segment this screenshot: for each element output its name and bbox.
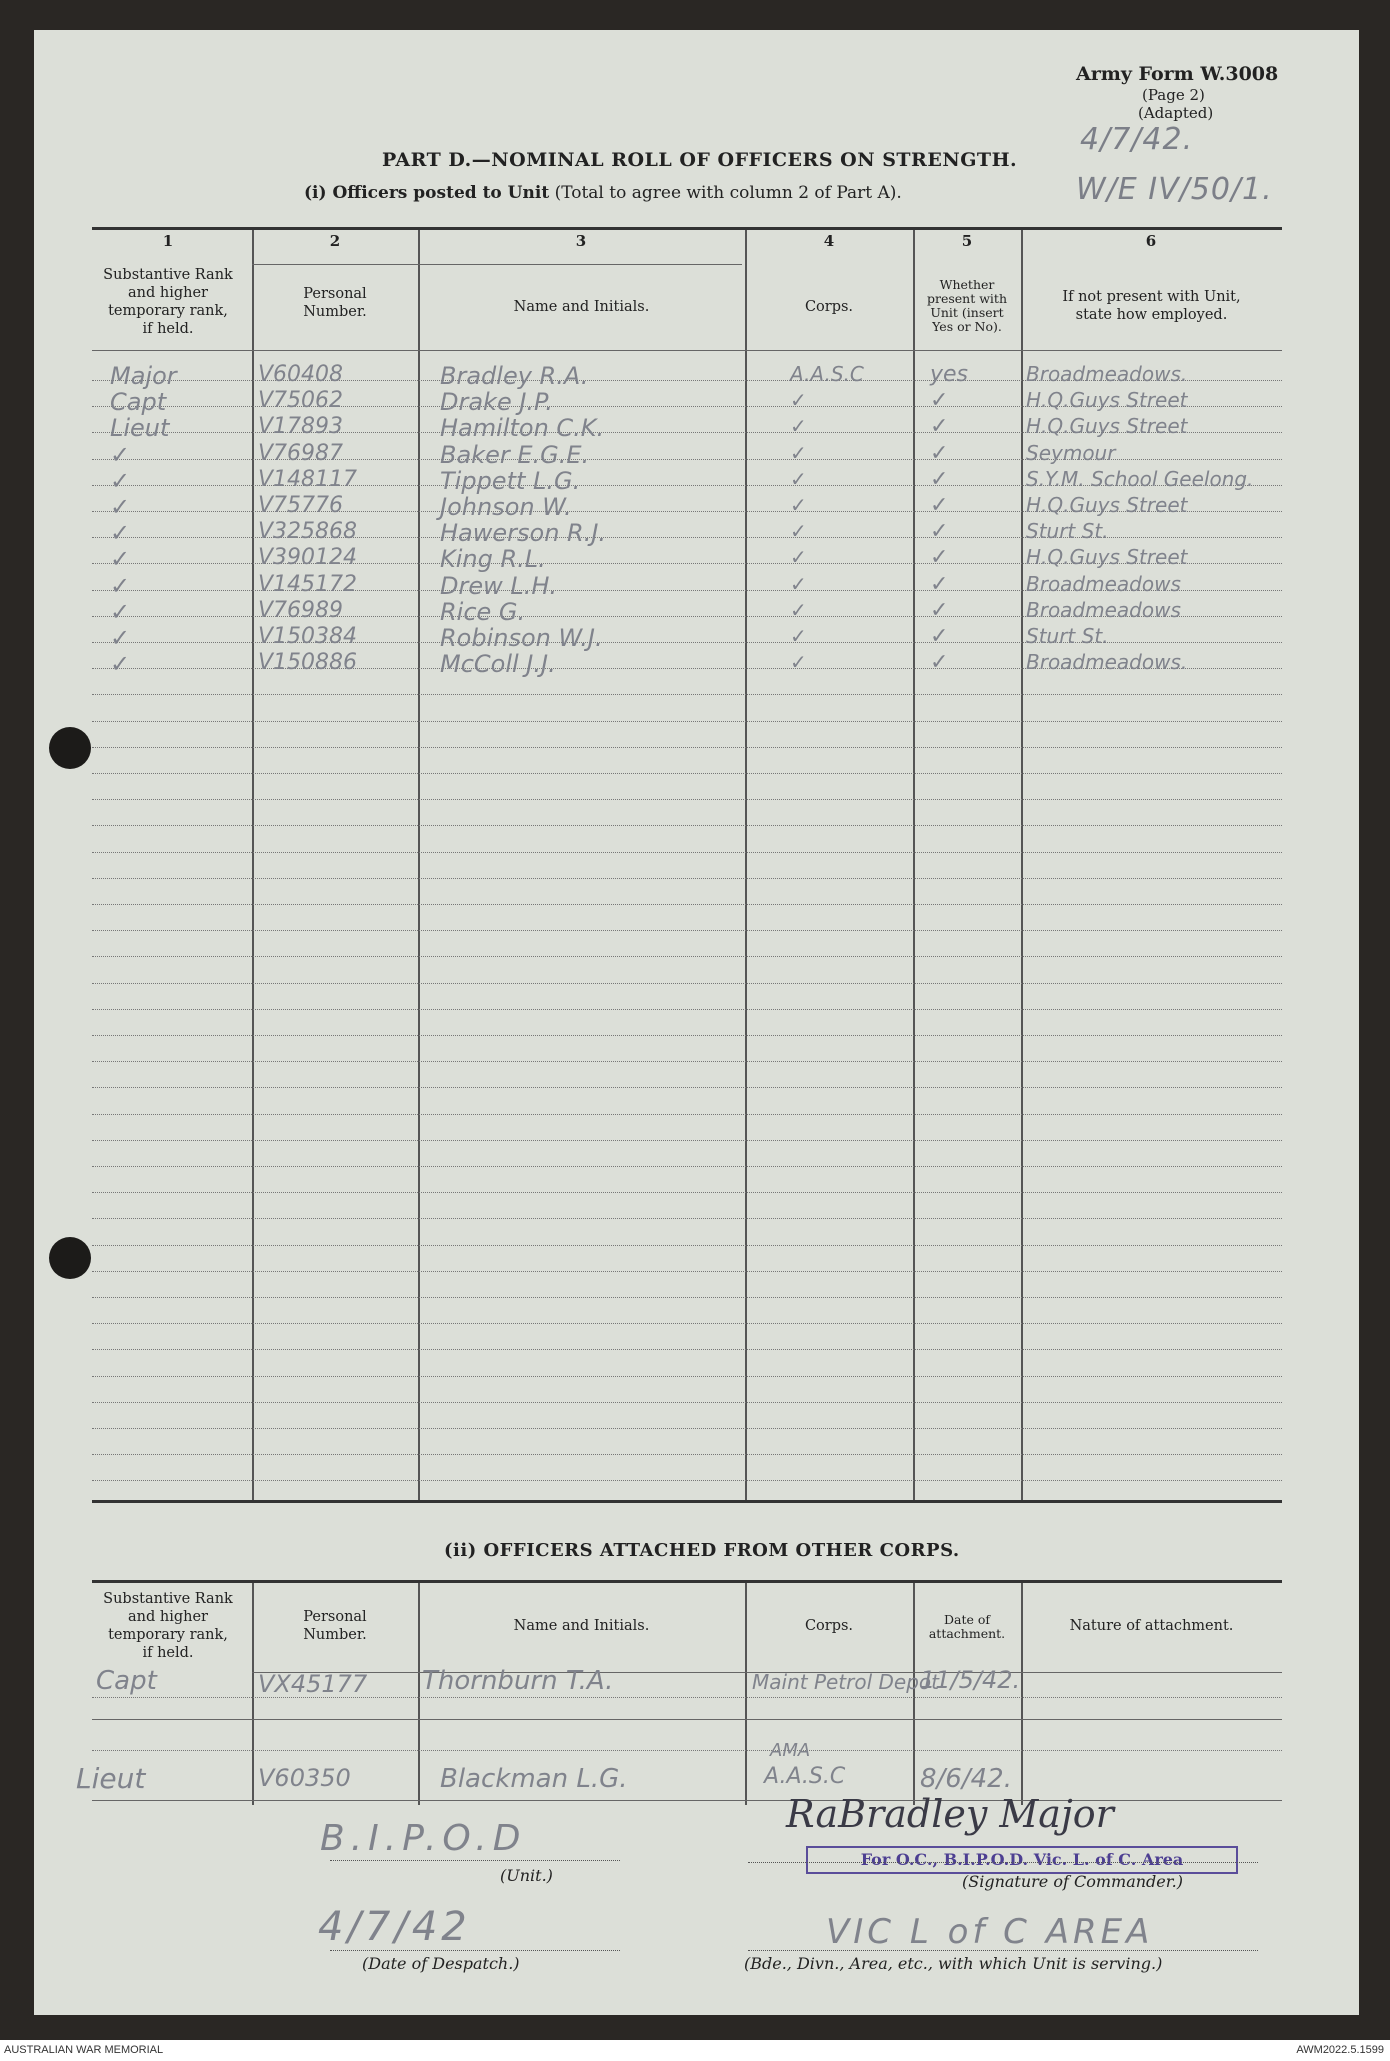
date-annotation: 4/7/42. [1080, 122, 1194, 157]
officer-rank: ✓ [110, 572, 131, 600]
officer-employment: Seymour [1026, 441, 1116, 465]
officer-number: V148117 [258, 467, 358, 492]
table-top-rule [92, 227, 1282, 230]
officer-corps: ✓ [790, 650, 807, 674]
officer-rank: Major [110, 362, 177, 390]
officer-rank: Lieut [110, 414, 170, 442]
archive-id: AWM2022.5.1599 [1296, 2044, 1384, 2056]
officer-present: ✓ [930, 467, 949, 492]
officer-corps: ✓ [790, 572, 807, 596]
table-ii-row-rule [92, 1719, 1282, 1720]
officer-name: Hawerson R.J. [440, 519, 607, 547]
officer-number: V145172 [258, 572, 358, 597]
officer-name: McColl J.J. [440, 650, 556, 678]
col-divider [913, 230, 915, 1500]
header-employment: If not present with Unit, state how employed. [1062, 289, 1241, 323]
header-ii-corps: Corps. [804, 1618, 854, 1634]
ruled-row [92, 1323, 1282, 1324]
ruled-row [92, 1218, 1282, 1219]
officer-name: Tippett L.G. [440, 467, 581, 495]
part-d-subtitle: (i) Officers posted to Unit (Total to agree with column 2 of Part A). [304, 183, 902, 203]
officer-name: Drake J.P. [440, 388, 553, 416]
col-number-1: 1 [162, 232, 174, 250]
officer-rank: Capt [110, 388, 167, 416]
officer-present: ✓ [930, 624, 949, 649]
despatch-date-value: 4/7/42 [318, 1904, 471, 1950]
archive-strip [0, 2040, 1390, 2061]
signature-caption: (Signature of Commander.) [962, 1872, 1183, 1891]
officer-employment: H.Q.Guys Street [1026, 388, 1188, 412]
col-number-5: 5 [961, 232, 973, 250]
header-ii-nature: Nature of attachment. [1069, 1618, 1234, 1634]
commander-signature: RaBradley Major [786, 1792, 1114, 1836]
officer-employment: H.Q.Guys Street [1026, 545, 1188, 569]
header-rule [92, 350, 1282, 351]
ruled-row [92, 930, 1282, 931]
ruled-row [92, 878, 1282, 879]
unit-caption: (Unit.) [500, 1866, 553, 1885]
ruled-row [92, 1402, 1282, 1403]
attached-number: VX45177 [258, 1670, 368, 1698]
form-id: Army Form W.3008 [1076, 63, 1279, 85]
officer-rank: ✓ [110, 467, 131, 495]
officer-name: Drew L.H. [440, 572, 558, 600]
table-ii-top-rule [92, 1580, 1282, 1583]
unit-rule [330, 1860, 620, 1861]
officer-rank: ✓ [110, 650, 131, 678]
attached-corps-note: AMA [770, 1740, 811, 1761]
officer-corps: ✓ [790, 414, 807, 438]
attached-date: 11/5/42. [920, 1666, 1021, 1694]
officer-employment: Broadmeadows. [1026, 650, 1188, 674]
officer-employment: Sturt St. [1026, 624, 1109, 648]
ruled-row [92, 1009, 1282, 1010]
ruled-row [92, 1376, 1282, 1377]
header-rank: Substantive Rank and higher temporary rank, if held. [103, 267, 233, 337]
ruled-row [92, 1750, 1282, 1751]
officer-corps: ✓ [790, 545, 807, 569]
col-number-4: 4 [823, 232, 835, 250]
officer-present: ✓ [930, 441, 949, 466]
ruled-row [92, 1192, 1282, 1193]
ruled-row [92, 1297, 1282, 1298]
officer-rank: ✓ [110, 493, 131, 521]
ruled-row [92, 1245, 1282, 1246]
officer-present: ✓ [930, 388, 949, 413]
officer-name: Johnson W. [440, 493, 572, 521]
officer-corps: ✓ [790, 441, 807, 465]
officer-present: ✓ [930, 519, 949, 544]
attached-number: V60350 [258, 1764, 351, 1792]
ruled-row [92, 825, 1282, 826]
header-ii-rank: Substantive Rank and higher temporary rank, if held. [103, 1591, 233, 1661]
col-divider [252, 230, 254, 1500]
officer-name: King R.L. [440, 545, 546, 573]
ruled-row [92, 1480, 1282, 1481]
unit-stamp: For O.C., B.I.P.O.D. Vic. L. of C. Area [806, 1846, 1238, 1874]
part-d-title: PART D.—NOMINAL ROLL OF OFFICERS ON STRENGTH. [382, 149, 1018, 171]
col-number-3: 3 [575, 232, 587, 250]
officer-number: V60408 [258, 362, 344, 387]
ruled-row [92, 799, 1282, 800]
attached-corps: Maint Petrol Depot [752, 1670, 940, 1694]
officer-number: V75062 [258, 388, 344, 413]
attached-date: 8/6/42. [920, 1764, 1012, 1794]
attached-rank: Capt [96, 1666, 157, 1696]
header-ii-name: Name and Initials. [513, 1618, 650, 1634]
ruled-row [92, 1061, 1282, 1062]
despatch-date-caption: (Date of Despatch.) [362, 1954, 520, 1973]
ruled-row [92, 1428, 1282, 1429]
officer-present: ✓ [930, 572, 949, 597]
ruled-row [92, 904, 1282, 905]
ruled-row [92, 721, 1282, 722]
header-name: Name and Initials. [513, 299, 650, 315]
area-rule [748, 1950, 1258, 1951]
form-adapted: (Adapted) [1138, 104, 1214, 122]
officer-employment: Broadmeadows. [1026, 362, 1188, 386]
form-page: (Page 2) [1142, 86, 1205, 104]
officer-corps: ✓ [790, 388, 807, 412]
ruled-row [92, 1035, 1282, 1036]
officer-present: ✓ [930, 650, 949, 675]
header-number: Personal Number. [303, 286, 367, 320]
officer-number: V76989 [258, 598, 344, 623]
officer-present: ✓ [930, 598, 949, 623]
ruled-row [92, 1349, 1282, 1350]
ruled-row [92, 747, 1282, 748]
area-caption: (Bde., Divn., Area, etc., with which Unit is serving.) [744, 1954, 1163, 1973]
officer-corps: ✓ [790, 493, 807, 517]
attached-corps: A.A.S.C [764, 1764, 846, 1789]
officer-number: V325868 [258, 519, 358, 544]
col-number-rule [252, 264, 742, 265]
ruled-row [92, 1114, 1282, 1115]
officer-employment: S.Y.M. School Geelong. [1026, 467, 1254, 491]
officer-number: V75776 [258, 493, 344, 518]
header-corps: Corps. [804, 299, 854, 315]
officer-present: yes [930, 362, 969, 387]
officer-employment: Sturt St. [1026, 519, 1109, 543]
header-ii-number: Personal Number. [303, 1609, 367, 1643]
officer-present: ✓ [930, 545, 949, 570]
header-ii-date: Date of attachment. [928, 1612, 1006, 1641]
punch-hole [49, 1237, 91, 1279]
officer-employment: Broadmeadows [1026, 572, 1181, 596]
officer-number: V150384 [258, 624, 358, 649]
ruled-row [92, 1087, 1282, 1088]
officer-corps: A.A.S.C [790, 362, 864, 386]
officer-name: Hamilton C.K. [440, 414, 605, 442]
ruled-row [92, 694, 1282, 695]
officer-present: ✓ [930, 414, 949, 439]
table-bottom-rule [92, 1500, 1282, 1503]
officer-number: V17893 [258, 414, 344, 439]
despatch-date-rule [330, 1950, 620, 1951]
signature-rule [748, 1862, 1258, 1863]
officer-employment: H.Q.Guys Street [1026, 493, 1188, 517]
officer-corps: ✓ [790, 624, 807, 648]
officer-name: Robinson W.J. [440, 624, 603, 652]
officer-present: ✓ [930, 493, 949, 518]
officer-employment: H.Q.Guys Street [1026, 414, 1188, 438]
officer-corps: ✓ [790, 598, 807, 622]
col-divider [1021, 230, 1023, 1500]
officer-number: V76987 [258, 441, 344, 466]
officer-rank: ✓ [110, 441, 131, 469]
ruled-row [92, 1454, 1282, 1455]
col-divider [745, 230, 747, 1500]
col-divider [418, 230, 420, 1500]
ruled-row [92, 1271, 1282, 1272]
ruled-row [92, 773, 1282, 774]
attached-name: Thornburn T.A. [422, 1666, 614, 1696]
officer-rank: ✓ [110, 519, 131, 547]
officer-corps: ✓ [790, 519, 807, 543]
attached-rank: Lieut [76, 1762, 146, 1795]
archive-credit: AUSTRALIAN WAR MEMORIAL [4, 2044, 164, 2056]
ruled-row [92, 1140, 1282, 1141]
punch-hole [49, 727, 91, 769]
officer-rank: ✓ [110, 624, 131, 652]
header-present: Whether present with Unit (insert Yes or No). [926, 277, 1007, 334]
officer-corps: ✓ [790, 467, 807, 491]
ruled-row [92, 956, 1282, 957]
officer-number: V390124 [258, 545, 358, 570]
officer-name: Rice G. [440, 598, 526, 626]
ruled-row [92, 1166, 1282, 1167]
officer-rank: ✓ [110, 545, 131, 573]
unit-value: B.I.P.O.D [320, 1818, 527, 1859]
officer-number: V150886 [258, 650, 358, 675]
we-reference: W/E IV/50/1. [1076, 172, 1273, 207]
officer-name: Bradley R.A. [440, 362, 589, 390]
area-value: VIC L of C AREA [826, 1912, 1154, 1952]
ruled-row [92, 983, 1282, 984]
part-ii-title: (ii) OFFICERS ATTACHED FROM OTHER CORPS. [444, 1540, 960, 1561]
ruled-row [92, 852, 1282, 853]
officer-name: Baker E.G.E. [440, 441, 590, 469]
col-number-2: 2 [329, 232, 341, 250]
officer-employment: Broadmeadows [1026, 598, 1181, 622]
attached-name: Blackman L.G. [440, 1764, 628, 1794]
col-number-6: 6 [1145, 232, 1157, 250]
officer-rank: ✓ [110, 598, 131, 626]
